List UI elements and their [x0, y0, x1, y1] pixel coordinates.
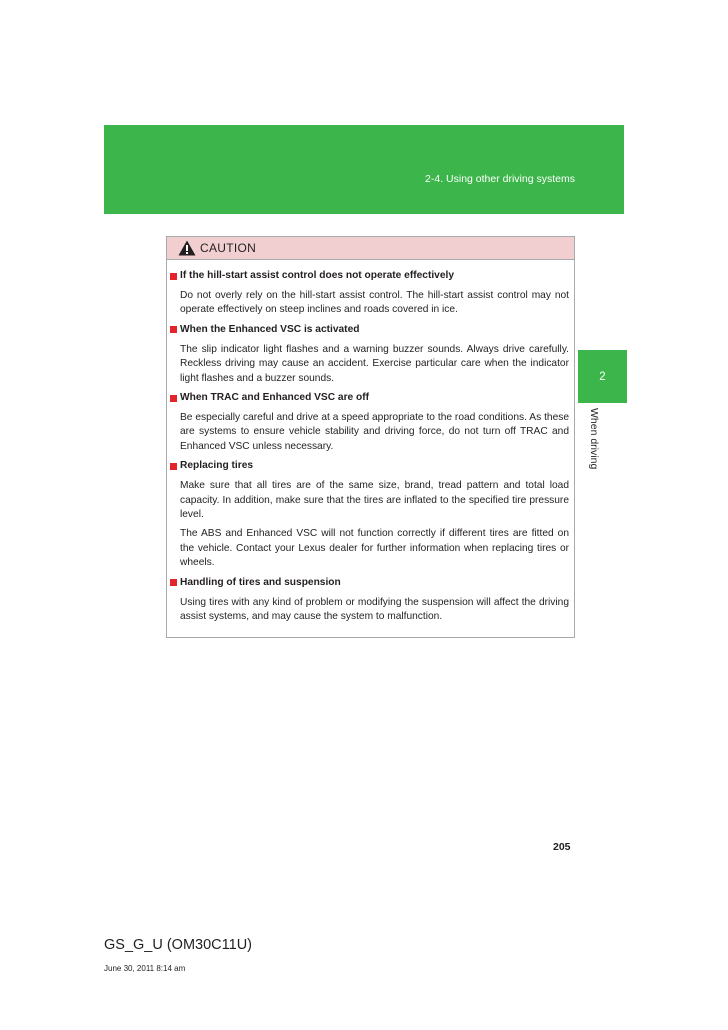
item-heading-text: If the hill-start assist control does not operate effectively: [180, 270, 454, 281]
item-heading-replacing-tires: [170, 459, 569, 473]
document-code: GS_G_U (OM30C11U): [104, 937, 252, 953]
caution-box: [166, 236, 575, 638]
item-heading-vsc-activated: [170, 323, 569, 337]
bullet-square-icon: [170, 395, 177, 402]
document-date: June 30, 2011 8:14 am: [104, 964, 186, 973]
item-paragraph: Using tires with any kind of problem or modifying the suspension will affect the driving assist systems, and may cause the system to malfunction.: [180, 596, 569, 623]
item-heading-tires-suspension: [170, 576, 569, 590]
section-title: 2-4. Using other driving systems: [425, 173, 575, 185]
chapter-number: 2: [599, 370, 606, 383]
item-heading-text: When TRAC and Enhanced VSC are off: [180, 392, 370, 404]
bullet-square-icon: [170, 273, 177, 280]
item-paragraph: The ABS and Enhanced VSC will not function correctly if different tires are fitted on the vehicle. Contact your Lexus dealer for further information when replacing tires or wheels.: [180, 528, 569, 569]
bullet-square-icon: [170, 463, 177, 470]
header-band: [104, 125, 624, 214]
warning-triangle-icon: [178, 240, 196, 256]
caution-title: CAUTION: [200, 241, 257, 255]
item-heading-hill-start: [170, 269, 569, 283]
item-heading-text: When the Enhanced VSC is activated: [180, 323, 360, 335]
page-number: 205: [553, 841, 571, 853]
item-heading-text: Replacing tires: [180, 460, 254, 472]
item-paragraph: Make sure that all tires are of the same size, brand, tread pattern and total load capacity. In addition, make sure that the tires are inflated to the specified tire pressure level.: [180, 480, 569, 521]
item-heading-trac-vsc-off: [170, 391, 569, 405]
bullet-square-icon: [170, 326, 177, 333]
bullet-square-icon: [170, 579, 177, 586]
item-paragraph: Be especially careful and drive at a speed appropriate to the road conditions. As these are systems to ensure vehicle stability and driving force, do not turn off TRAC and Enhanced VSC unless necessary.: [180, 412, 569, 452]
item-heading-text: Handling of tires and suspension: [180, 576, 341, 588]
chapter-tab: [578, 350, 627, 403]
caution-body: [167, 260, 574, 625]
item-paragraph: The slip indicator light flashes and a warning buzzer sounds. Always drive carefully. Reckless driving may cause an accident. Exercise particular care when the indicator light flashes and a buzzer sounds.: [180, 343, 569, 384]
item-paragraph: Do not overly rely on the hill-start assist control. The hill-start assist control may not operate effectively on steep inclines and roads covered in ice.: [180, 290, 569, 316]
caution-header: [167, 237, 574, 260]
chapter-label: When driving: [588, 408, 600, 470]
